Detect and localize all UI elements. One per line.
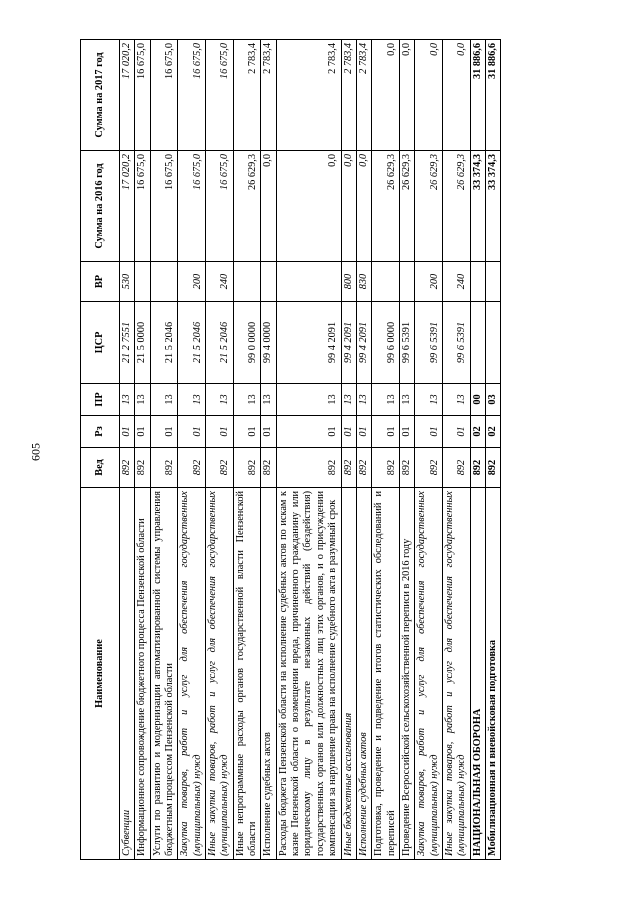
header-sum-2017: Сумма на 2017 год [81, 40, 120, 151]
table-row [470, 40, 485, 860]
cell-rz: 01 [150, 416, 178, 448]
cell-name: Закупка товаров, работ и услуг для обеспечения государственных (муниципальных) нужд [415, 488, 443, 860]
cell-vr [261, 262, 276, 302]
cell-ved: 892 [356, 448, 371, 488]
table-container [80, 40, 560, 860]
cell-sum-2016: 16 675,0 [178, 151, 206, 262]
cell-sum-2016: 26 629,3 [233, 151, 261, 262]
cell-name: Иные непрограммные расходы органов государственной власти Пензенской области [233, 488, 261, 860]
cell-csr: 99 4 0000 [261, 302, 276, 384]
cell-csr: 99 0 0000 [233, 302, 261, 384]
table-row [150, 40, 178, 860]
cell-sum-2017: 16 675,0 [178, 40, 206, 151]
table-row [233, 40, 261, 860]
cell-name: Услуги по развитию и модернизации автоматизированной системы управления бюджетным процессом Пензенской области [150, 488, 178, 860]
cell-sum-2017: 16 675,0 [135, 40, 150, 151]
cell-rz: 01 [120, 416, 135, 448]
cell-pr: 13 [356, 384, 371, 416]
cell-name: Субвенции [120, 488, 135, 860]
header-csr: ЦСР [81, 302, 120, 384]
cell-rz: 01 [276, 416, 341, 448]
header-name: Наименование [81, 488, 120, 860]
cell-name: Исполнение судебных актов [261, 488, 276, 860]
cell-ved: 892 [135, 448, 150, 488]
table-row [135, 40, 150, 860]
cell-pr: 13 [372, 384, 400, 416]
table-row [178, 40, 206, 860]
cell-rz: 02 [470, 416, 485, 448]
cell-rz: 01 [206, 416, 234, 448]
cell-ved: 892 [485, 448, 500, 488]
cell-rz: 01 [135, 416, 150, 448]
cell-sum-2016: 26 629,3 [399, 151, 414, 262]
cell-csr: 99 4 2091 [276, 302, 341, 384]
cell-sum-2016: 16 675,0 [150, 151, 178, 262]
cell-pr: 13 [399, 384, 414, 416]
cell-csr: 99 6 5391 [415, 302, 443, 384]
cell-pr: 00 [470, 384, 485, 416]
cell-ved: 892 [415, 448, 443, 488]
cell-vr [276, 262, 341, 302]
table-row [261, 40, 276, 860]
header-ved: Вед [81, 448, 120, 488]
cell-ved: 892 [206, 448, 234, 488]
table-body [120, 40, 501, 860]
cell-pr: 13 [415, 384, 443, 416]
cell-name: Исполнение судебных актов [356, 488, 371, 860]
cell-sum-2016: 33 374,3 [485, 151, 500, 262]
budget-table [80, 39, 501, 860]
cell-vr: 200 [415, 262, 443, 302]
cell-sum-2017: 16 675,0 [206, 40, 234, 151]
cell-sum-2016: 26 629,3 [372, 151, 400, 262]
cell-name: Расходы бюджета Пензенской области на исполнение судебных актов по искам к казне Пензенской области о возмещении вреда, причиненного гражданину или юридическому лицу в результате незаконных действий (бездействия) государственных органов или должностных лиц этих органов, и о присуждении компенсации за нарушение права на исполнение судебного акта в разумный срок [276, 488, 341, 860]
cell-rz: 01 [341, 416, 356, 448]
cell-csr: 99 6 5391 [442, 302, 470, 384]
cell-csr: 99 6 0000 [372, 302, 400, 384]
cell-vr: 240 [442, 262, 470, 302]
cell-csr: 21 5 2046 [178, 302, 206, 384]
cell-csr: 21 5 0000 [135, 302, 150, 384]
cell-sum-2016: 0,0 [341, 151, 356, 262]
cell-vr [233, 262, 261, 302]
cell-sum-2017: 0,0 [442, 40, 470, 151]
cell-vr: 800 [341, 262, 356, 302]
cell-name: Информационное сопровождение бюджетного процесса Пензенской области [135, 488, 150, 860]
table-row [276, 40, 341, 860]
cell-name: Иные закупки товаров, работ и услуг для обеспечения государственных (муниципальных) нужд [442, 488, 470, 860]
table-row [372, 40, 400, 860]
cell-vr: 200 [178, 262, 206, 302]
cell-pr: 13 [150, 384, 178, 416]
cell-rz: 01 [233, 416, 261, 448]
cell-vr: 830 [356, 262, 371, 302]
cell-sum-2016: 16 675,0 [206, 151, 234, 262]
cell-sum-2017: 0,0 [399, 40, 414, 151]
table-row [356, 40, 371, 860]
cell-vr [372, 262, 400, 302]
cell-vr [150, 262, 178, 302]
table-row [341, 40, 356, 860]
header-sum-2016: Сумма на 2016 год [81, 151, 120, 262]
cell-csr: 21 2 7551 [120, 302, 135, 384]
cell-ved: 892 [261, 448, 276, 488]
cell-rz: 01 [415, 416, 443, 448]
cell-sum-2017: 17 020,2 [120, 40, 135, 151]
cell-pr: 13 [120, 384, 135, 416]
cell-rz: 01 [399, 416, 414, 448]
header-rz: Рз [81, 416, 120, 448]
cell-sum-2017: 2 783,4 [341, 40, 356, 151]
cell-name: НАЦИОНАЛЬНАЯ ОБОРОНА [470, 488, 485, 860]
cell-pr: 13 [135, 384, 150, 416]
cell-ved: 892 [233, 448, 261, 488]
cell-sum-2016: 0,0 [261, 151, 276, 262]
cell-ved: 892 [178, 448, 206, 488]
header-pr: ПР [81, 384, 120, 416]
cell-ved: 892 [150, 448, 178, 488]
cell-ved: 892 [470, 448, 485, 488]
cell-rz: 02 [485, 416, 500, 448]
page-number: 605 [28, 443, 43, 461]
cell-vr: 530 [120, 262, 135, 302]
cell-name: Закупка товаров, работ и услуг для обеспечения государственных (муниципальных) нужд [178, 488, 206, 860]
cell-ved: 892 [399, 448, 414, 488]
cell-sum-2017: 31 886,6 [485, 40, 500, 151]
cell-sum-2016: 33 374,3 [470, 151, 485, 262]
table-row [485, 40, 500, 860]
cell-sum-2017: 31 886,6 [470, 40, 485, 151]
cell-ved: 892 [372, 448, 400, 488]
table-row [206, 40, 234, 860]
cell-pr: 13 [206, 384, 234, 416]
cell-csr: 21 5 2046 [150, 302, 178, 384]
cell-sum-2016: 0,0 [276, 151, 341, 262]
cell-sum-2017: 2 783,4 [261, 40, 276, 151]
table-header-row [81, 40, 120, 860]
cell-csr [470, 302, 485, 384]
table-row [415, 40, 443, 860]
cell-pr: 13 [233, 384, 261, 416]
cell-vr [485, 262, 500, 302]
cell-sum-2016: 26 629,3 [442, 151, 470, 262]
cell-ved: 892 [276, 448, 341, 488]
cell-rz: 01 [372, 416, 400, 448]
cell-vr [470, 262, 485, 302]
cell-rz: 01 [442, 416, 470, 448]
cell-sum-2017: 2 783,4 [233, 40, 261, 151]
cell-sum-2016: 16 675,0 [135, 151, 150, 262]
cell-sum-2016: 17 020,2 [120, 151, 135, 262]
cell-vr: 240 [206, 262, 234, 302]
cell-csr: 99 6 5391 [399, 302, 414, 384]
cell-ved: 892 [120, 448, 135, 488]
cell-sum-2017: 2 783,4 [356, 40, 371, 151]
cell-pr: 13 [341, 384, 356, 416]
rotated-table-frame [80, 40, 560, 860]
cell-csr: 99 4 2091 [356, 302, 371, 384]
cell-rz: 01 [261, 416, 276, 448]
cell-pr: 13 [261, 384, 276, 416]
cell-name: Иные бюджетные ассигнования [341, 488, 356, 860]
cell-rz: 01 [178, 416, 206, 448]
cell-pr: 03 [485, 384, 500, 416]
cell-pr: 13 [442, 384, 470, 416]
cell-csr [485, 302, 500, 384]
cell-pr: 13 [178, 384, 206, 416]
cell-sum-2017: 2 783,4 [276, 40, 341, 151]
cell-sum-2017: 0,0 [372, 40, 400, 151]
cell-name: Подготовка, проведение и подведение итогов статистических обследований и переписей [372, 488, 400, 860]
cell-sum-2017: 0,0 [415, 40, 443, 151]
cell-ved: 892 [341, 448, 356, 488]
cell-name: Иные закупки товаров, работ и услуг для обеспечения государственных (муниципальных) нужд [206, 488, 234, 860]
header-vr: ВР [81, 262, 120, 302]
cell-sum-2016: 26 629,3 [415, 151, 443, 262]
cell-name: Мобилизационная и вневойсковая подготовка [485, 488, 500, 860]
cell-pr: 13 [276, 384, 341, 416]
table-row [442, 40, 470, 860]
cell-vr [399, 262, 414, 302]
cell-ved: 892 [442, 448, 470, 488]
cell-sum-2016: 0,0 [356, 151, 371, 262]
table-row [399, 40, 414, 860]
cell-csr: 21 5 2046 [206, 302, 234, 384]
cell-name: Проведение Всероссийской сельскохозяйственной переписи в 2016 году [399, 488, 414, 860]
cell-rz: 01 [356, 416, 371, 448]
cell-vr [135, 262, 150, 302]
cell-sum-2017: 16 675,0 [150, 40, 178, 151]
table-row [120, 40, 135, 860]
cell-csr: 99 4 2091 [341, 302, 356, 384]
